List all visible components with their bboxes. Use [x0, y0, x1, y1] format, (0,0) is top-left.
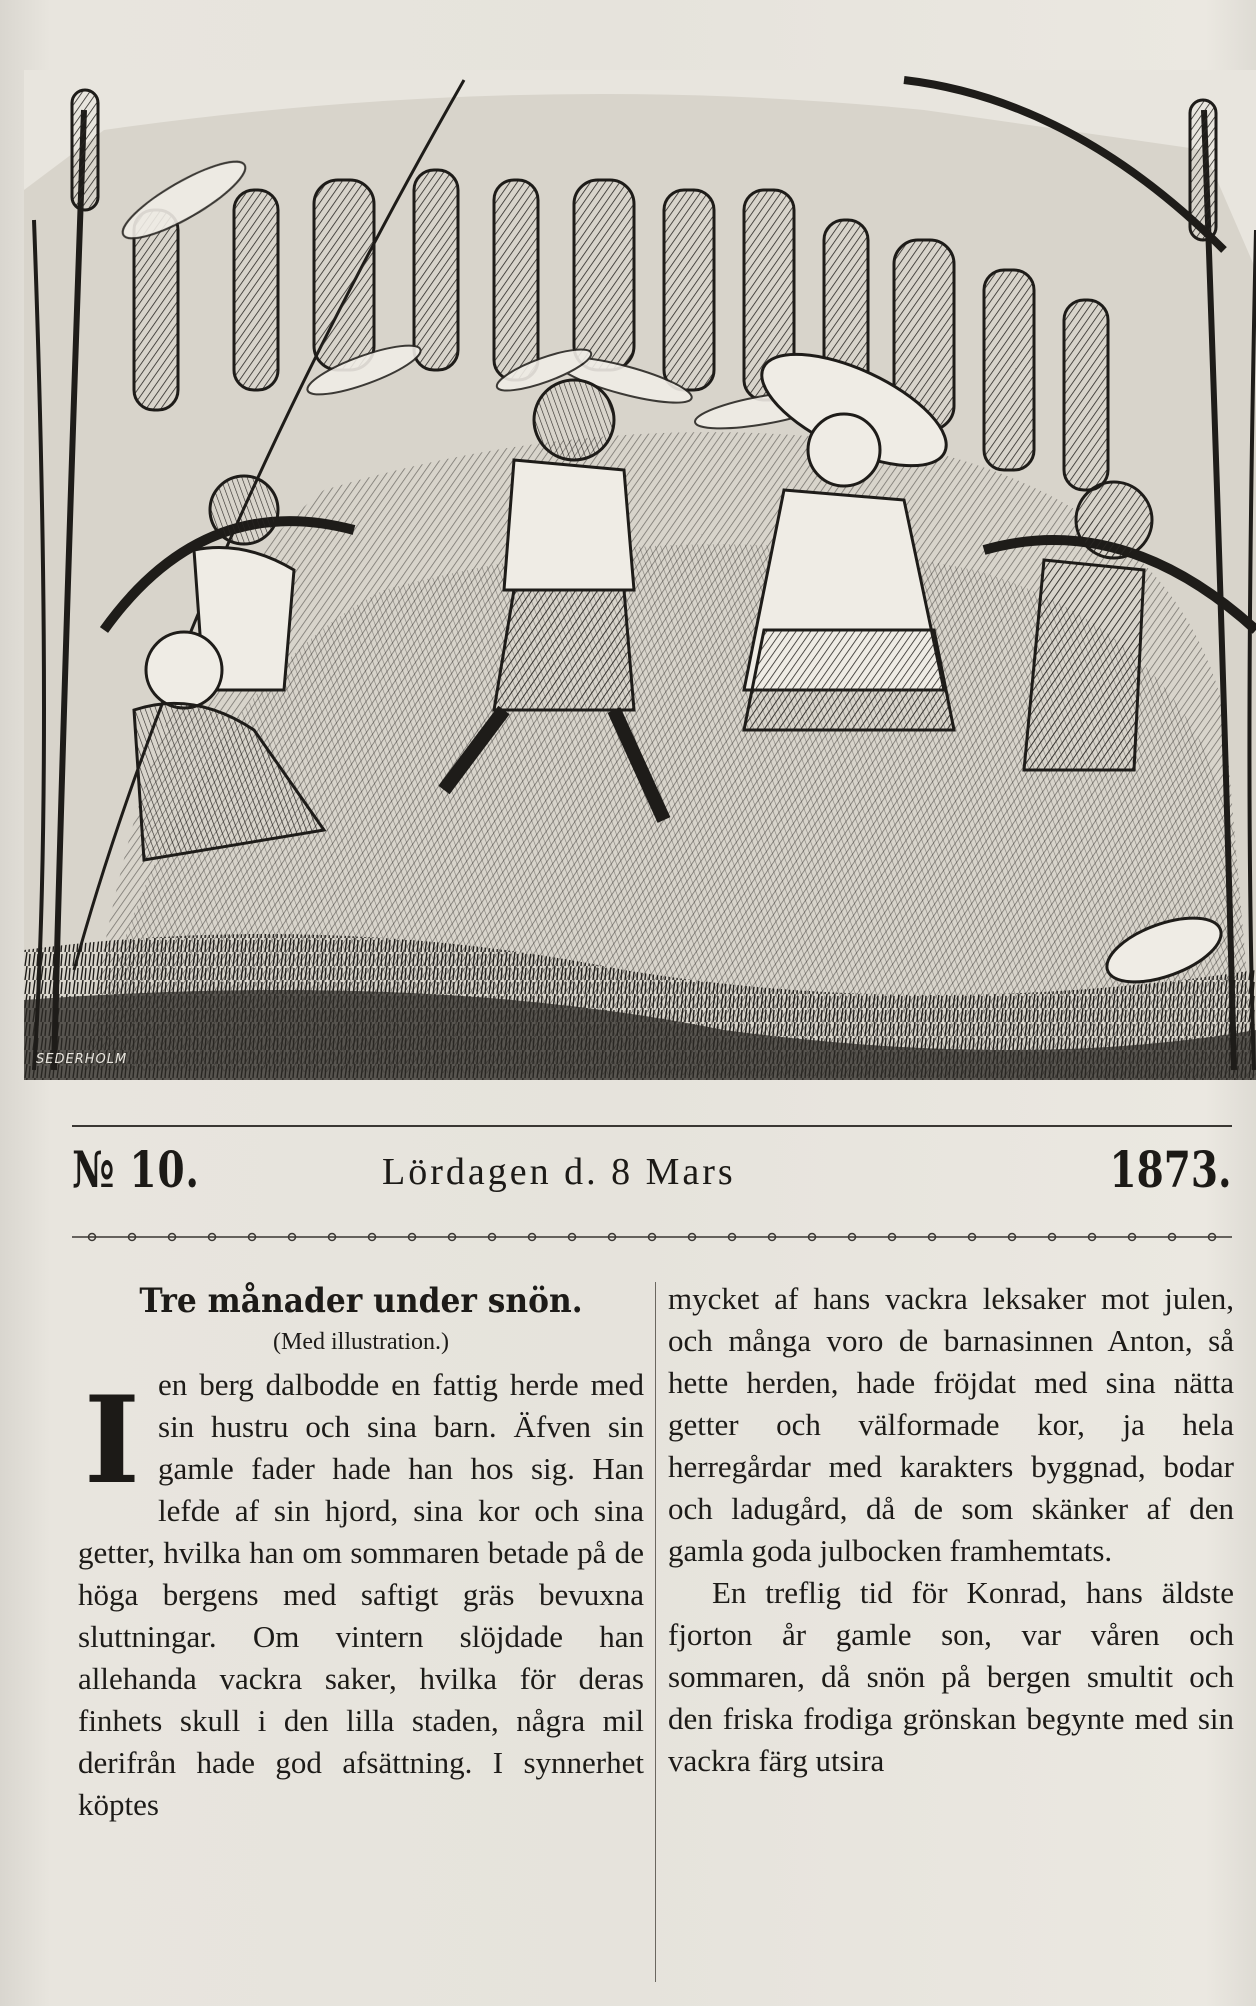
column-divider — [655, 1282, 656, 1982]
engraver-signature: SEDERHOLM — [36, 1052, 128, 1067]
top-rule — [72, 1125, 1232, 1127]
engraving-illustration — [24, 70, 1256, 1080]
left-column-text: en berg dalbodde en fattig herde med sin hustru och sina barn. Äfven sin gamle fader hade han hos sig. Han lefde af sin hjord, sina kor och sina getter, hvilka han om sommaren betade på de höga bergens med saftigt gräs bevuxna sluttningar. Om vintern slöjdade han allehanda vackra saker, hvilka för deras finhets skull i den lilla staden, några mil derifrån hade god afsättning. I synnerhet köptes — [78, 1367, 644, 1822]
issue-date: Lördagen d. 8 Mars — [382, 1151, 736, 1193]
dropcap-glyph: I — [83, 1370, 141, 1494]
right-column — [668, 1278, 1234, 1782]
dropcap-letter — [78, 1370, 146, 1494]
article-subtitle: (Med illustration.) — [273, 1329, 449, 1355]
chain-divider — [72, 1232, 1232, 1242]
article-body-start — [78, 1364, 644, 1826]
left-column — [78, 1278, 644, 1826]
right-column-paragraph-1: mycket af hans vackra leksaker mot julen, och många voro de barnasinnen Anton, så hette herden, hade fröjdat med sina nätta getter och välformade kor, ja hela herregårdar med karakters byggnad, bodar och ladugård, då de som skänker af den gamla goda julbocken framhemtats. — [668, 1281, 1234, 1568]
masthead-illustration — [24, 70, 1256, 1080]
issue-number: № 10. — [72, 1140, 200, 1199]
issue-line — [72, 1140, 1232, 1210]
right-column-paragraph-2: En treflig tid för Konrad, hans äldste fjorton år gamle son, var våren och sommaren, då snön på bergen smultit och den friska frodiga grönskan begynte med sin vackra färg utsira — [668, 1575, 1234, 1778]
article-title: Tre månader under snön. — [139, 1281, 583, 1321]
issue-year: 1873. — [1109, 1140, 1232, 1199]
